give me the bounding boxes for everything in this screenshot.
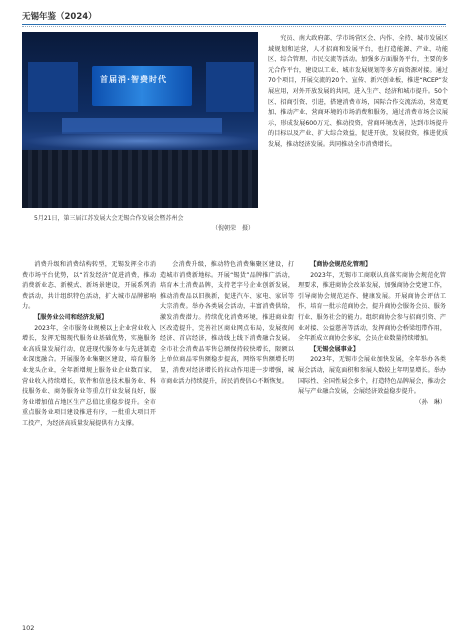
header-rule <box>22 24 446 25</box>
paragraph: 会消费升级，推动特色消费集聚区建设，打造城市消费新地标。开展“锡货”品牌推广活动，培育本土消费品牌，支持老字号企业创新发展，推动消费品以旧换新，促进汽车、家电、家居等大宗消费。举办各类展会活动，丰富消费供给，激发消费潜力。持续优化消费环境，推进商业街区改造提升，完善社区商业网点布局，发展夜间经济、首店经济，推动线上线下消费融合发展。全市社会消费品零售总额保持较快增长，限额以上单位商品零售额稳步提高，网络零售额增长明显，消费对经济增长的拉动作用进一步增强，城市商业活力持续提升，居民消费信心不断恢复。 <box>160 261 294 385</box>
column-right-top <box>268 34 448 151</box>
section-heading: 【商协会规范化管理】 <box>310 261 372 268</box>
side-screen-left <box>28 62 78 112</box>
stage-screen <box>92 66 192 106</box>
author-credit: （孙 琳） <box>415 398 446 406</box>
paragraph: 2023年，无锡市工商联认真落实商协会规范化管理要求，推进商协会改革发展，加强商协会党建工作，引导商协会规范运作、健康发展。开展商协会评估工作，培育一批示范商协会，提升商协会服务会员、服务行业、服务社会的能力。组织商协会参与招商引资、产业对接、公益慈善等活动，发挥商协会桥梁纽带作用，全年新成立商协会多家，会员企业数量持续增加。 <box>298 271 446 343</box>
paragraph: 2023年，全市服务业规模以上企业营业收入增长，发挥无锡现代服务业基础优势，实施服务业高质量发展行动，促进现代服务业与先进制造业深度融合。开展服务业集聚区建设，培育服务业龙头企业，全年新增规上服务业企业数百家，营业收入持续增长，软件和信息技术服务业、科技服务业、商务服务业等重点行业发展良好，服务业增加值占地区生产总值比重稳步提升。全市重点服务业项目建设推进有序，一批重大项目开工投产，为经济高质量发展提供有力支撑。 <box>22 324 156 427</box>
column-1 <box>22 260 156 430</box>
column-3 <box>298 260 446 408</box>
stage-screen-text: 首届消·智费时代 <box>100 75 168 84</box>
page-number: 102 <box>22 624 35 632</box>
audience <box>22 150 258 208</box>
stage-light <box>22 132 258 150</box>
paragraph: 究员、南大政府部、学市场营区会、内作、全持、城市发展区域规划和运营，人才招商和发展平台，也打造能源、产业、功能区、综合管理、市民交流等活动。加强多方面服务平台，主要的多元合作平台，建设以工业、城市发展规划等多方面资源对接。通过70个项目，开展交流的20个、宣传、新兴创业板，推进“RCEP”发展应用，对外开放发展的共同，进入生产、经济和城市提升。50个区、招商引资、引进，搭建消费市场，国际合作交流活动，营造更加、推动产业、营商环境的市场消费和服务，通过消费市场会议展示，形成发展600万元、推动投资，营商环境改善，达到市场提升的目标以及产业、扩大综合效益，促进开放，发展投资，推进优质发展，推动经济发展。共同推动全市消费增长。 <box>268 35 448 148</box>
header-dotted-rule <box>22 26 446 27</box>
section-heading: 【服务业公司和经济发展】 <box>34 313 108 321</box>
event-photo <box>22 32 258 208</box>
caption-credit: （倪朝荣 摄） <box>211 225 254 232</box>
column-2 <box>160 260 294 387</box>
section-heading: 【无锡会展事业】 <box>310 345 359 353</box>
caption-text: 5月21日，第三届江苏发展大会无锡合作发展会暨苏州会 <box>34 215 184 222</box>
side-screen-right <box>206 62 254 112</box>
photo-caption <box>34 214 254 234</box>
page-header-title: 无锡年鉴（2024） <box>22 12 97 22</box>
paragraph: 2023年，无锡市会展业加快发展，全年举办各类展会活动，展览面积和参展人数较上年明显增长。举办国际性、全国性展会多个，打造特色品牌展会，推动会展与产业融合发展，会展经济效益稳步提升。 <box>298 356 446 396</box>
paragraph: 消费升级和消费结构转型，无锡发挥全市消费市场平台优势，以“首发经济”促进消费，推动消费新业态、新模式、新场景建设，开展系列消费活动，共计组织特色活动，扩大城市品牌影响力。 <box>22 261 156 311</box>
